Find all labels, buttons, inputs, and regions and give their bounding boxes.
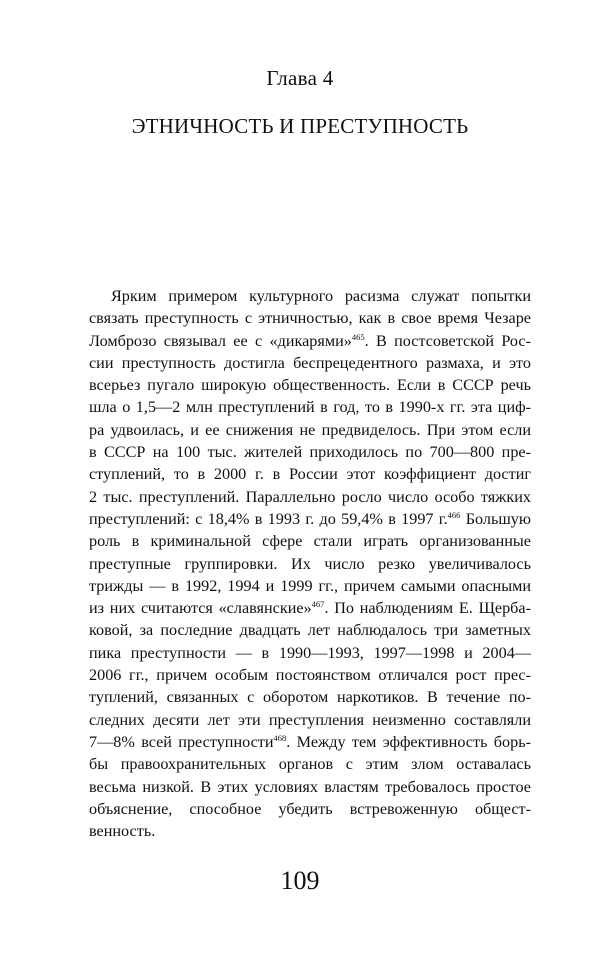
text-line: сии преступность достигла беспрецедентного размаха, и это: [89, 353, 531, 372]
text-line: Ломброзо связывал ее с «дикарями»$^{465}$. В постсоветской Рос-: [89, 331, 531, 350]
chapter-label: Глава 4: [266, 66, 334, 90]
text-line: бы правоохранительных органов с этим злом оставалась: [89, 755, 531, 774]
footnote-ref-465: 465: [351, 331, 365, 342]
page-number: 109: [280, 866, 320, 895]
text-line: преступлений: с 18,4% в 1993 г. до 59,4% в 1997 г.$^{466}$ Большую: [89, 509, 531, 528]
text-line: пика преступности — в 1990—1993, 1997—1998 и 2004—: [89, 643, 531, 662]
text-line: ра удвоилась, и ее снижения не предвиделось. При этом если: [89, 420, 531, 439]
text-line: 2 тыс. преступлений. Параллельно росло число особо тяжких: [89, 487, 531, 506]
text-line: трижды — в 1992, 1994 и 1999 гг., причем самыми опасными: [89, 576, 531, 595]
text-line: ковой, за последние двадцать лет наблюдалось три заметных: [89, 621, 531, 640]
footnote-ref-467: 467: [311, 599, 325, 610]
text-line: весьма низкой. В этих условиях властям требовалось простое: [89, 777, 531, 796]
text-line: связать преступность с этничностью, как в свое время Чезаре: [89, 309, 531, 328]
text-line: всерьез пугало широкую общественность. Если в СССР речь: [89, 376, 531, 395]
body-paragraph: [89, 285, 531, 842]
text-line: Ярким примером культурного расизма служат попытки: [111, 287, 531, 305]
text-line: из них считаются «славянские»$^{467}$. По наблюдениям Е. Щерба-: [89, 599, 531, 618]
text-line: роль в криминальной сфере стали играть организованные: [89, 532, 531, 551]
text-line: венность.: [89, 822, 156, 841]
text-line: объяснение, способное убедить встревоженную общест-: [89, 799, 531, 818]
text-line: туплений, связанных с оборотом наркотиков. В течение по-: [89, 688, 531, 707]
text-line: 2006 гг., причем особым постоянством отличался рост прес-: [89, 666, 531, 685]
text-line: следних десяти лет эти преступления неизменно составляли: [89, 710, 531, 729]
footnote-ref-466: 466: [447, 509, 461, 520]
text-line: 7—8% всей преступности$^{468}$. Между тем эффективность борь-: [89, 732, 531, 751]
text-line: ступлений, то в 2000 г. в России этот коэффициент достиг: [89, 465, 531, 484]
text-line: преступные группировки. Их число резко увеличивалось: [89, 554, 531, 573]
footnote-ref-468: 468: [273, 732, 287, 743]
text-line: шла о 1,5—2 млн преступлений в год, то в 1990-х гг. эта циф-: [89, 398, 531, 417]
chapter-title: ЭТНИЧНОСТЬ И ПРЕСТУПНОСТЬ: [131, 114, 469, 138]
text-line: в СССР на 100 тыс. жителей приходилось по 700—800 пре-: [89, 443, 531, 462]
